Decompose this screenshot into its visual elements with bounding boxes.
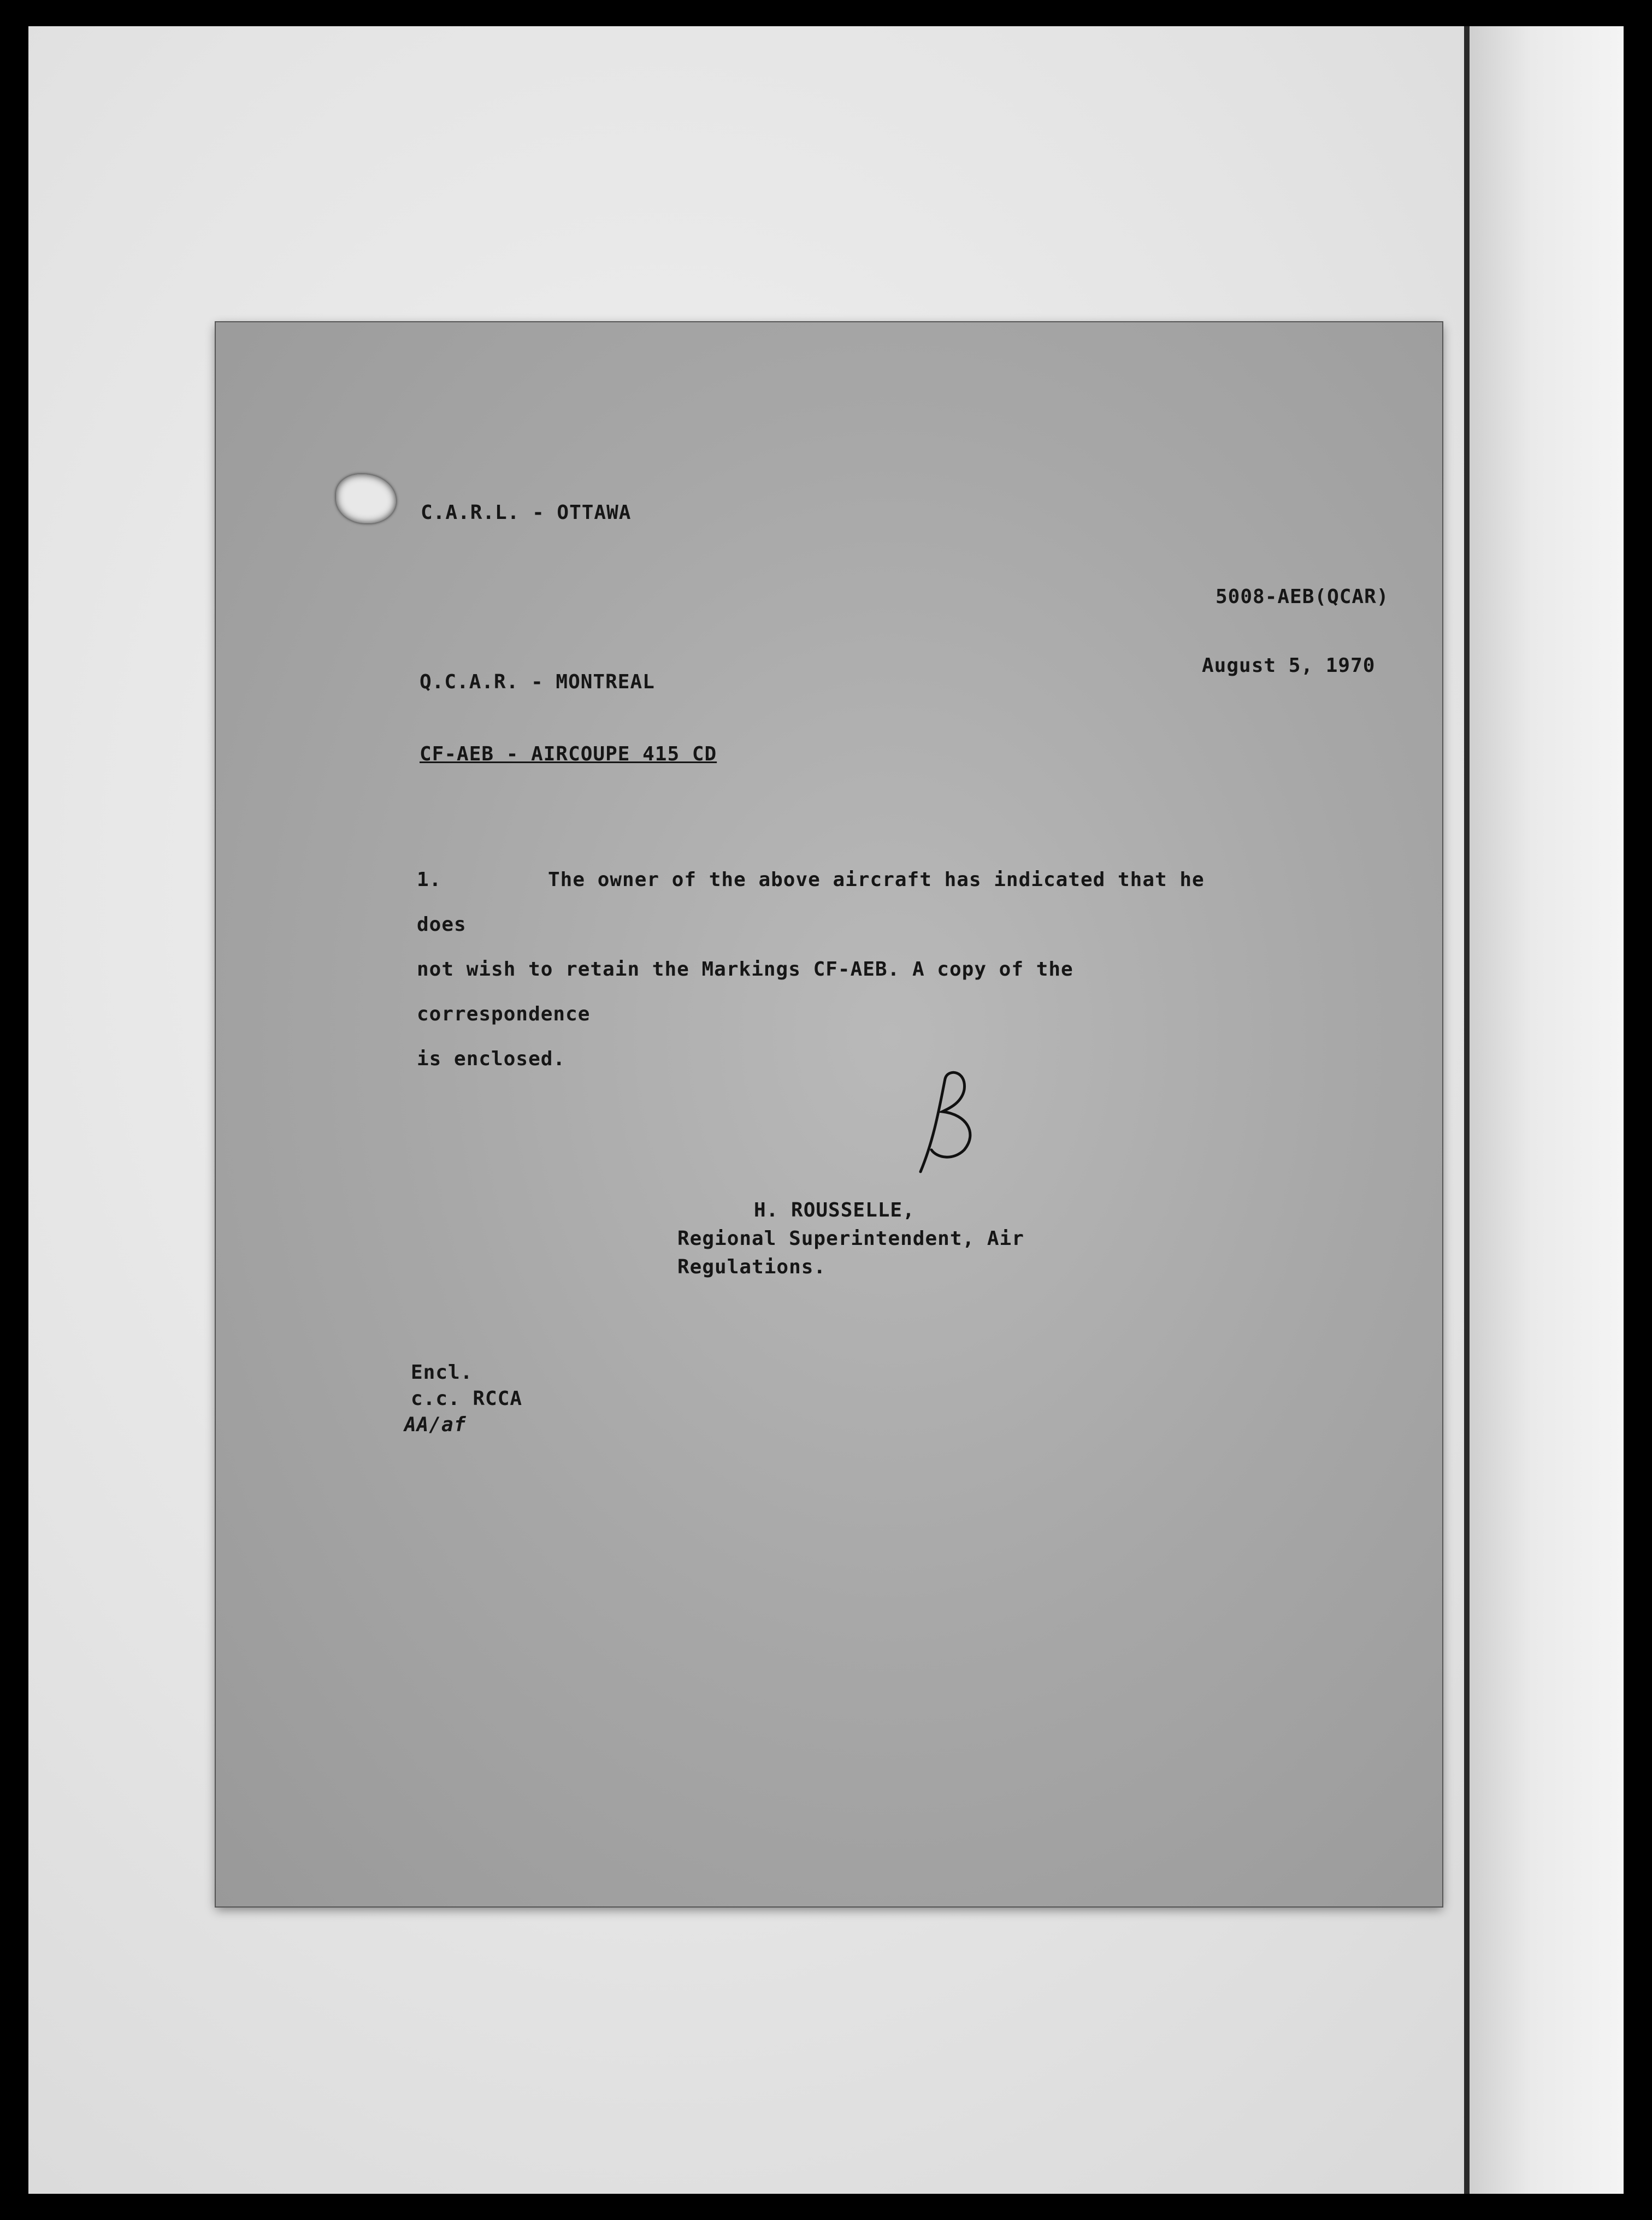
body-paragraph — [417, 858, 1258, 1082]
letter-to: Q.C.A.R. - MONTREAL — [420, 671, 655, 693]
paragraph-line-1: 1. The owner of the above aircraft has indicated that he does — [417, 858, 1258, 947]
letter-from: C.A.R.L. - OTTAWA — [421, 501, 632, 524]
paragraph-line-2: not wish to retain the Markings CF-AEB. A copy of the correspondence — [417, 958, 1073, 1025]
signature-block — [677, 1196, 1169, 1282]
letter-page — [216, 322, 1442, 1906]
letter-date: August 5, 1970 — [1202, 654, 1376, 677]
typist-initials: AA/af — [404, 1414, 467, 1436]
fold-line — [1464, 26, 1470, 2194]
signatory-title: Regional Superintendent, Air Regulations. — [677, 1227, 1024, 1278]
carbon-copy: c.c. RCCA — [411, 1388, 523, 1410]
backing-sheet-edge — [1470, 26, 1624, 2194]
paragraph-number: 1. — [417, 869, 442, 891]
paragraph-line-3: is enclosed. — [417, 1048, 566, 1070]
enclosure-note: Encl. — [411, 1361, 473, 1384]
signatory-name: H. ROUSSELLE, — [754, 1199, 915, 1221]
file-reference: 5008-AEB(QCAR) — [1216, 586, 1389, 608]
letter-subject: CF-AEB - AIRCOUPE 415 CD — [420, 743, 717, 765]
signature-mark — [904, 1068, 992, 1177]
